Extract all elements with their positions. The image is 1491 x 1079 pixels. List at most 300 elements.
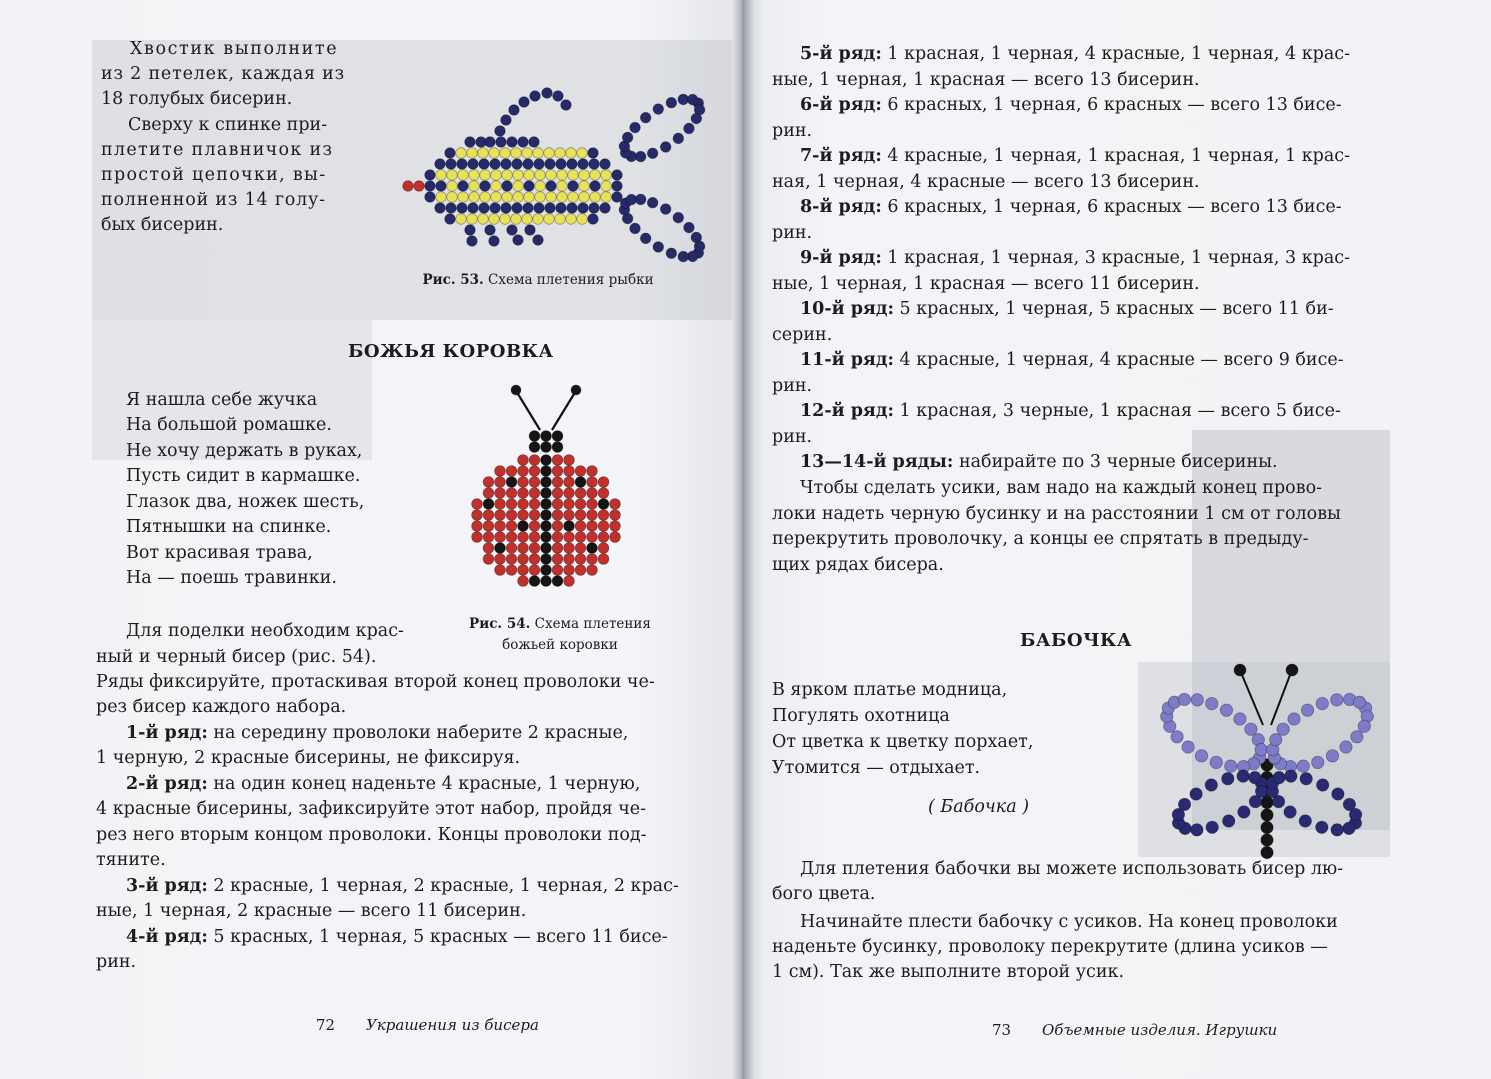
intro-line: Сверху к спинке при-	[128, 115, 328, 135]
fish-bead	[502, 181, 513, 192]
body-line: 1 см). Так же выполните второй усик.	[772, 962, 1125, 982]
ladybug-body-bead	[564, 499, 575, 510]
ladybug-body-bead	[541, 521, 552, 532]
ladybug-body-bead	[506, 466, 517, 477]
intro-line: плетите плавничок из	[101, 140, 334, 160]
fish-bead	[557, 170, 568, 181]
butterfly-wing-bead	[1210, 756, 1222, 768]
ladybug-body-bead	[495, 565, 506, 576]
butterfly-wing-bead	[1249, 771, 1261, 783]
fish-bead	[555, 148, 566, 159]
ladybug-body-bead	[541, 455, 552, 466]
ladybug-body-bead	[552, 576, 563, 587]
fish-bead	[500, 148, 511, 159]
ladybug-body-bead	[587, 510, 598, 521]
fish-bead	[511, 214, 522, 225]
poem-line: На — поешь травинки.	[126, 568, 337, 588]
fish-bead	[589, 203, 600, 214]
ladybug-body-bead	[518, 576, 529, 587]
body-line: рин.	[96, 952, 137, 972]
fish-bead	[612, 170, 623, 181]
ladybug-body-bead	[564, 532, 575, 543]
fish-bead	[468, 203, 479, 214]
body-line: ные, 1 черная, 1 красная — всего 13 бисерин.	[772, 70, 1200, 90]
body-line: ные, 1 черная, 2 красные — всего 11 бисерин.	[96, 901, 527, 921]
fish-bead	[567, 203, 578, 214]
butterfly-wing-bead	[1222, 773, 1234, 785]
ladybug-body-bead	[529, 576, 540, 587]
body-line: 4 красные бисерины, зафиксируйте этот набор, пройдя че-	[96, 799, 647, 819]
fish-bead	[522, 148, 533, 159]
butterfly-wing-bead	[1191, 694, 1203, 706]
ladybug-body-bead	[575, 532, 586, 543]
ladybug-body-bead	[552, 543, 563, 554]
ladybug-body-bead	[598, 499, 609, 510]
intro-line: 18 голубых бисерин.	[101, 89, 293, 109]
fish-bead	[566, 148, 577, 159]
fig54-text-2: божьей коровки	[502, 637, 618, 653]
fish-bead	[589, 159, 600, 170]
body-line: 10-й ряд: 5 красных, 1 черная, 5 красных — всего 11 би-	[800, 299, 1334, 319]
fish-bead	[523, 203, 534, 214]
fish-bead	[403, 181, 414, 192]
body-line: 1-й ряд: на середину проволоки наберите 2 красные,	[126, 723, 629, 743]
ladybug-body-bead	[575, 554, 586, 565]
ladybug-body-bead	[529, 455, 540, 466]
ladybug-head-bead	[529, 431, 540, 442]
fish-fin-bead	[553, 91, 564, 102]
ladybug-body-bead	[518, 532, 529, 543]
fish-bead	[545, 159, 556, 170]
butterfly-wing-bead	[1316, 697, 1328, 709]
ladybug-body-bead	[483, 499, 494, 510]
butterfly-wing-bead	[1316, 821, 1328, 833]
poem-line: Погулять охотница	[772, 706, 950, 726]
fish-bead	[458, 181, 469, 192]
poem-line: Глазок два, ножек шесть,	[126, 492, 365, 512]
body-line: 5-й ряд: 1 красная, 1 черная, 4 красные, 1 черная, 4 крас-	[800, 44, 1351, 64]
ladybug-body-bead	[506, 510, 517, 521]
ladybug-body-bead	[541, 543, 552, 554]
butterfly-body-bead	[1261, 834, 1273, 846]
ladybug-body-bead	[587, 565, 598, 576]
poem-line: Утомится — отдыхает.	[772, 758, 981, 778]
fish-bead	[490, 159, 501, 170]
ladybug-body-bead	[552, 488, 563, 499]
fish-bead	[544, 148, 555, 159]
ladybug-body-bead	[564, 455, 575, 466]
fish-bead	[489, 148, 500, 159]
fish-bead	[480, 170, 491, 181]
fish-bead	[590, 181, 601, 192]
fish-bead	[579, 181, 590, 192]
body-line: ная, 1 черная, 4 красные — всего 13 бисерин.	[772, 172, 1200, 192]
fish-fin-bead	[525, 225, 536, 236]
butterfly-wing-bead	[1353, 696, 1365, 708]
fish-bead	[612, 181, 623, 192]
fish-tail-bead	[694, 241, 705, 252]
fish-bead	[436, 192, 447, 203]
ladybug-body-bead	[564, 488, 575, 499]
fish-bead	[524, 170, 535, 181]
ladybug-body-bead	[575, 488, 586, 499]
fish-bead	[600, 159, 611, 170]
ladybug-body-bead	[483, 543, 494, 554]
fish-tail-bead	[660, 142, 671, 153]
fish-bead	[501, 159, 512, 170]
book-gutter	[732, 0, 754, 1079]
fish-fin-bead	[465, 225, 476, 236]
butterfly-heading: БАБОЧКА	[1020, 630, 1133, 651]
fish-bead	[445, 214, 456, 225]
butterfly-wing-bead	[1332, 788, 1344, 800]
fish-bead	[480, 181, 491, 192]
fish-bead	[512, 203, 523, 214]
ladybug-body-bead	[610, 532, 621, 543]
fish-bead	[469, 192, 480, 203]
butterfly-wing-bead	[1316, 779, 1328, 791]
ladybug-body-bead	[483, 532, 494, 543]
ladybug-body-bead	[529, 510, 540, 521]
body-line: серин.	[772, 325, 833, 345]
body-line: 9-й ряд: 1 красная, 1 черная, 3 красные, 1 черная, 3 крас-	[800, 248, 1351, 268]
fish-bead	[478, 214, 489, 225]
body-line: 3-й ряд: 2 красные, 1 черная, 2 красные, 1 черная, 2 крас-	[126, 876, 679, 896]
ladybug-body-bead	[529, 532, 540, 543]
fish-bead	[502, 192, 513, 203]
ladybug-body-bead	[587, 477, 598, 488]
ladybug-head-bead	[541, 442, 552, 453]
fish-bead	[456, 214, 467, 225]
fish-bead	[577, 214, 588, 225]
butterfly-wing-bead	[1205, 779, 1217, 791]
body-line: перекрутить проволочку, а концы ее спрятать в предыду-	[772, 529, 1309, 549]
poem-line: В ярком платье модница,	[772, 680, 1008, 700]
fish-bead	[535, 192, 546, 203]
ladybug-body-bead	[587, 521, 598, 532]
ladybug-body-bead	[541, 488, 552, 499]
fish-fin-bead	[561, 100, 572, 111]
ladybug-body-bead	[575, 499, 586, 510]
fish-bead	[579, 170, 590, 181]
ladybug-body-bead	[598, 521, 609, 532]
fish-bead	[534, 203, 545, 214]
ladybug-body-bead	[529, 488, 540, 499]
fish-tail-bead	[640, 233, 651, 244]
fish-tail-bead	[647, 197, 658, 208]
fish-fin-bead	[513, 235, 524, 246]
ladybug-body-bead	[552, 510, 563, 521]
fish-bead	[533, 148, 544, 159]
fish-bead	[555, 214, 566, 225]
fish-bead	[535, 181, 546, 192]
fish-bead	[518, 137, 529, 148]
ladybug-head-bead	[552, 431, 563, 442]
fig54-text: Схема плетения	[534, 616, 651, 632]
ladybug-body-bead	[483, 554, 494, 565]
butterfly-wing-bead	[1277, 723, 1289, 735]
fish-bead	[556, 159, 567, 170]
ladybug-body-bead	[598, 488, 609, 499]
ladybug-body-bead	[518, 510, 529, 521]
fish-bead	[513, 192, 524, 203]
ladybug-body-bead	[495, 532, 506, 543]
fish-bead	[588, 148, 599, 159]
ladybug-body-bead	[598, 554, 609, 565]
body-line: тяните.	[96, 850, 166, 870]
butterfly-wing-bead	[1191, 824, 1203, 836]
ladybug-body-bead	[506, 499, 517, 510]
fish-fin-bead	[495, 126, 506, 137]
ladybug-body-bead	[587, 499, 598, 510]
body-line: 8-й ряд: 6 красных, 1 черная, 6 красных — всего 13 бисе-	[800, 197, 1342, 217]
poem-line: Не хочу держать в руках,	[126, 441, 363, 461]
ladybug-body-bead	[495, 477, 506, 488]
body-line: рин.	[772, 427, 813, 447]
ladybug-body-bead	[495, 488, 506, 499]
intro-line: из 2 петелек, каждая из	[101, 64, 345, 84]
fish-tail-bead	[630, 223, 641, 234]
ladybug-body-bead	[529, 521, 540, 532]
fish-bead	[435, 203, 446, 214]
antenna-bead	[1286, 664, 1298, 676]
fish-tail-bead	[678, 251, 689, 262]
fish-bead	[513, 181, 524, 192]
butterfly-wing-bead	[1182, 741, 1194, 753]
ladybug-body-bead	[598, 543, 609, 554]
ladybug-body-bead	[506, 543, 517, 554]
butterfly-wing-bead	[1178, 798, 1190, 810]
ladybug-body-bead	[564, 521, 575, 532]
butterfly-wing-bead	[1225, 760, 1237, 772]
fish-bead	[600, 203, 611, 214]
fish-bead	[425, 170, 436, 181]
running-title-right: Объемные изделия. Игрушки	[1042, 1021, 1278, 1039]
fish-bead	[436, 170, 447, 181]
fish-bead	[511, 148, 522, 159]
ladybug-body-bead	[587, 543, 598, 554]
body-line: локи надеть черную бусинку и на расстоянии 1 см от головы	[772, 504, 1341, 524]
ladybug-body-bead	[575, 510, 586, 521]
fish-fin-bead	[485, 225, 496, 236]
ladybug-body-bead	[483, 510, 494, 521]
fish-bead	[467, 214, 478, 225]
fish-tail-bead	[653, 104, 664, 115]
ladybug-body-bead	[529, 554, 540, 565]
butterfly-wing-bead	[1273, 771, 1285, 783]
fish-bead	[577, 148, 588, 159]
ladybug-body-bead	[483, 488, 494, 499]
fish-bead	[425, 192, 436, 203]
butterfly-wing-bead	[1222, 815, 1234, 827]
fish-bead	[436, 181, 447, 192]
fish-bead	[447, 192, 458, 203]
ladybug-body-bead	[575, 521, 586, 532]
fish-bead	[476, 137, 487, 148]
antenna-wire	[1271, 675, 1290, 725]
butterfly-wing-bead	[1288, 713, 1300, 725]
fish-tail-bead	[653, 242, 664, 253]
fish-bead	[496, 137, 507, 148]
ladybug-body-bead	[552, 466, 563, 477]
ladybug-body-bead	[598, 510, 609, 521]
fish-bead	[590, 192, 601, 203]
butterfly-wing-bead	[1351, 731, 1363, 743]
butterfly-wing-bead	[1245, 723, 1257, 735]
ladybug-body-bead	[518, 554, 529, 565]
running-title-left: Украшения из бисера	[366, 1016, 539, 1034]
ladybug-body-bead	[495, 543, 506, 554]
ladybug-body-bead	[529, 499, 540, 510]
fish-tail-bead	[691, 113, 702, 124]
fish-bead	[447, 170, 458, 181]
ladybug-body-bead	[575, 565, 586, 576]
ladybug-body-bead	[495, 521, 506, 532]
fish-bead	[523, 159, 534, 170]
intro-line: полненной из 14 голу-	[101, 190, 326, 210]
antenna-wire	[552, 394, 574, 430]
body-line: Чтобы сделать усики, вам надо на каждый конец прово-	[800, 478, 1323, 498]
ladybug-body-bead	[564, 576, 575, 587]
fig53-caption	[402, 270, 674, 291]
poem-line: Я нашла себе жучка	[126, 390, 318, 410]
fish-bead	[467, 148, 478, 159]
fish-bead	[458, 170, 469, 181]
ladybug-body-bead	[598, 477, 609, 488]
fish-fin-bead	[507, 225, 518, 236]
fish-bead	[546, 181, 557, 192]
fish-bead	[557, 181, 568, 192]
ladybug-body-bead	[483, 477, 494, 488]
body-line: 6-й ряд: 6 красных, 1 черная, 6 красных — всего 13 бисе-	[800, 95, 1342, 115]
butterfly-wing-bead	[1343, 822, 1355, 834]
ladybug-body-bead	[495, 499, 506, 510]
poem-answer: ( Бабочка )	[928, 797, 1030, 817]
fish-fin-bead	[519, 97, 530, 108]
fish-bead	[507, 137, 518, 148]
fish-tail-bead	[666, 97, 677, 108]
ladybug-body-bead	[472, 499, 483, 510]
poem-line: От цветка к цветку порхает,	[772, 732, 1034, 752]
poem-line: На большой ромашке.	[126, 415, 332, 435]
fish-bead	[457, 203, 468, 214]
fish-bead	[578, 203, 589, 214]
ladybug-body-bead	[518, 499, 529, 510]
ladybug-body-bead	[472, 532, 483, 543]
fish-bead	[590, 170, 601, 181]
fish-fin-bead	[509, 105, 520, 116]
fish-fin-bead	[489, 236, 500, 247]
fish-bead	[524, 181, 535, 192]
ladybug-body-bead	[506, 477, 517, 488]
ladybug-body-bead	[598, 532, 609, 543]
butterfly-wing-bead	[1284, 806, 1296, 818]
fish-bead	[556, 203, 567, 214]
butterfly-wing-bead	[1195, 750, 1207, 762]
ladybug-head-bead	[529, 442, 540, 453]
butterfly-wing-bead	[1206, 697, 1218, 709]
fish-bead	[491, 192, 502, 203]
fish-bead	[446, 203, 457, 214]
butterfly-wing-bead	[1220, 704, 1232, 716]
fish-fin-bead	[530, 91, 541, 102]
butterfly-body-bead	[1261, 796, 1273, 808]
fish-bead	[435, 159, 446, 170]
intro-line: Хвостик выполните	[130, 39, 339, 59]
butterfly-wing-bead	[1331, 694, 1343, 706]
ladybug-body-bead	[575, 466, 586, 477]
fish-tail-bead	[647, 148, 658, 159]
fish-tail-bead	[635, 194, 646, 205]
ladybug-body-bead	[575, 477, 586, 488]
fish-bead	[478, 148, 489, 159]
ladybug-body-bead	[564, 510, 575, 521]
left-page	[0, 0, 742, 1079]
fish-bead	[535, 170, 546, 181]
fish-bead	[502, 170, 513, 181]
fish-bead	[529, 137, 540, 148]
ladybug-body-bead	[564, 543, 575, 554]
ladybug-body-bead	[529, 477, 540, 488]
fig54-caption	[440, 614, 680, 656]
fish-fin-bead	[501, 115, 512, 126]
fish-bead	[588, 214, 599, 225]
fish-fin-bead	[467, 236, 478, 247]
ladybug-body-bead	[506, 532, 517, 543]
fish-tail-bead	[687, 94, 698, 105]
fish-bead	[456, 148, 467, 159]
page-number-right: 73	[992, 1021, 1012, 1039]
body-line: рин.	[772, 223, 813, 243]
fish-tail-bead	[673, 212, 684, 223]
fish-fin-bead	[542, 88, 553, 99]
butterfly-wing-bead	[1358, 720, 1370, 732]
body-line: щих рядах бисера.	[772, 555, 944, 575]
ladybug-body-bead	[529, 543, 540, 554]
fish-bead	[414, 181, 425, 192]
fish-tail-bead	[673, 133, 684, 144]
ladybug-body-bead	[495, 510, 506, 521]
ladybug-heading: БОЖЬЯ КОРОВКА	[348, 341, 554, 362]
fish-bead	[513, 170, 524, 181]
fish-bead	[491, 170, 502, 181]
ladybug-body-bead	[529, 466, 540, 477]
butterfly-wing-bead	[1190, 788, 1202, 800]
butterfly-wing-bead	[1326, 750, 1338, 762]
butterfly-wing-bead	[1234, 713, 1246, 725]
fish-bead	[469, 181, 480, 192]
fish-bead	[567, 159, 578, 170]
fish-bead	[568, 192, 579, 203]
fish-tail-bead	[684, 123, 695, 134]
fish-bead	[489, 214, 500, 225]
ladybug-body-bead	[564, 565, 575, 576]
fish-bead	[500, 214, 511, 225]
fish-tail-bead	[630, 122, 641, 133]
butterfly-wing-bead	[1301, 704, 1313, 716]
ladybug-body-bead	[541, 477, 552, 488]
ladybug-bead-diagram	[466, 372, 626, 602]
fish-bead	[601, 181, 612, 192]
butterfly-body-bead	[1261, 821, 1273, 833]
butterfly-wing-bead	[1285, 770, 1297, 782]
antenna-bead	[1234, 664, 1246, 676]
body-line: Ряды фиксируйте, протаскивая второй конец проволоки че-	[96, 672, 655, 692]
fish-bead	[491, 181, 502, 192]
fish-bead	[544, 214, 555, 225]
ladybug-body-bead	[564, 554, 575, 565]
butterfly-wing-bead	[1237, 770, 1249, 782]
